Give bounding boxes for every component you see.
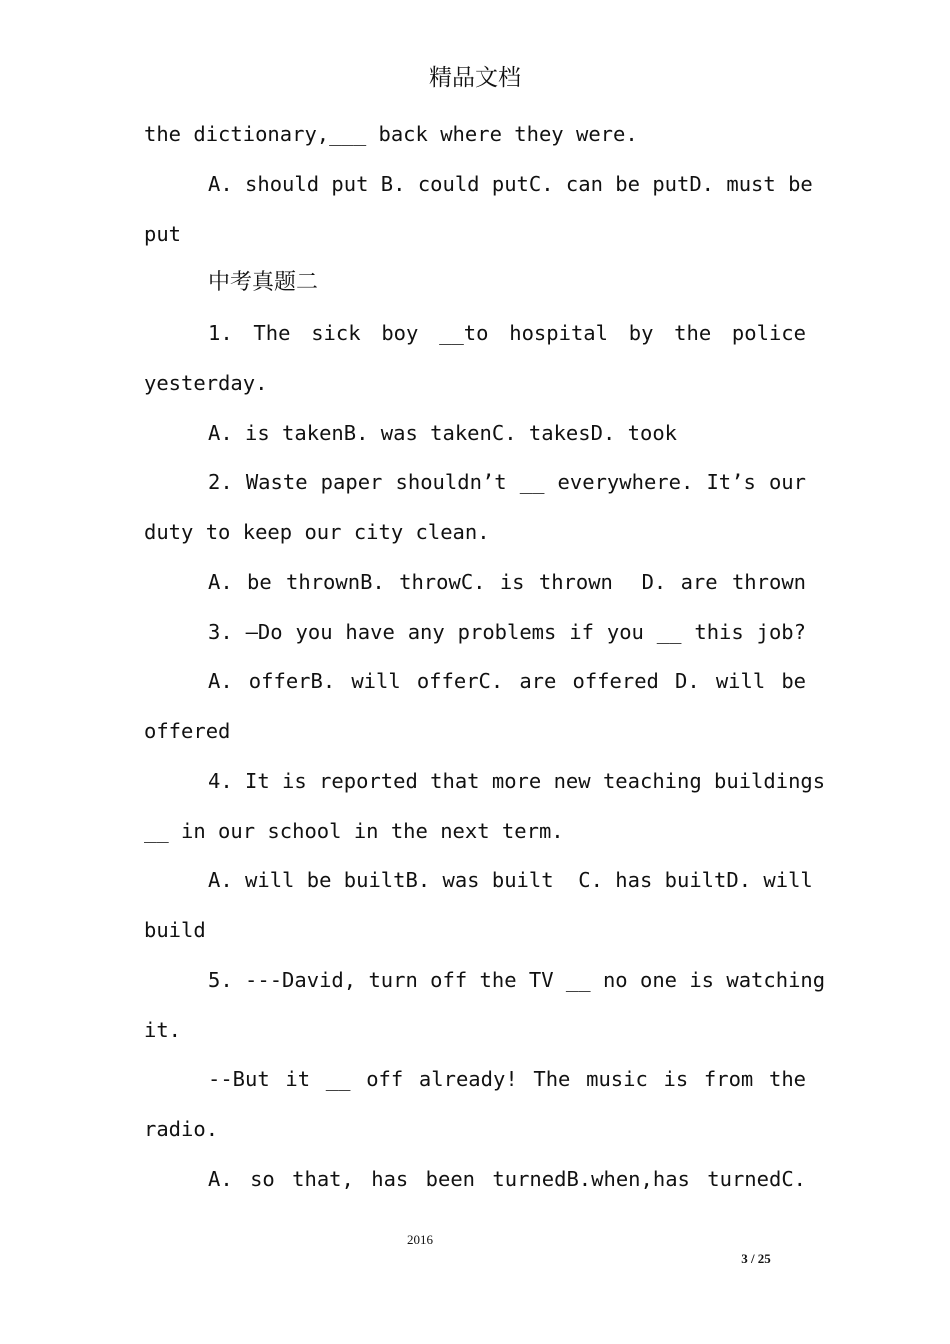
text-line: yesterday. <box>144 371 268 395</box>
text-line: the dictionary,___ back where they were. <box>144 122 638 146</box>
question-line: 4. It is reported that more new teaching buildings <box>208 769 826 793</box>
dialogue-line: --But it __ off already! The music is from the <box>208 1067 806 1091</box>
text-line: build <box>144 918 206 942</box>
answer-options: A. will be builtB. was built C. has builtD. will <box>208 868 813 892</box>
text-line: __ in our school in the next term. <box>144 819 564 843</box>
question-line: 3. –Do you have any problems if you __ this job? <box>208 620 806 644</box>
text-line: duty to keep our city clean. <box>144 520 490 544</box>
text-line: A. should put B. could putC. can be putD. must be <box>208 172 813 196</box>
answer-options: A. be thrownB. throwC. is thrown D. are thrown <box>208 570 806 594</box>
question-line: 2. Waste paper shouldn’t __ everywhere. It’s our <box>208 470 806 494</box>
answer-options: A. offerB. will offerC. are offered D. will be <box>208 669 806 693</box>
text-line: radio. <box>144 1117 219 1141</box>
page-header-title: 精品文档 <box>429 65 521 91</box>
text-line: it. <box>144 1018 182 1042</box>
question-line: 1. The sick boy __to hospital by the police <box>208 321 806 345</box>
text-line: put <box>144 222 182 246</box>
section-heading: 中考真题二 <box>208 270 319 295</box>
text-line: offered <box>144 719 231 743</box>
answer-options: A. so that, has been turnedB.when,has turnedC. <box>208 1167 806 1191</box>
footer-year: 2016 <box>407 1232 433 1247</box>
question-line: 5. ---David, turn off the TV __ no one is watching <box>208 968 826 992</box>
answer-options: A. is takenB. was takenC. takesD. took <box>208 421 677 445</box>
page-number: 3 / 25 <box>741 1251 771 1266</box>
